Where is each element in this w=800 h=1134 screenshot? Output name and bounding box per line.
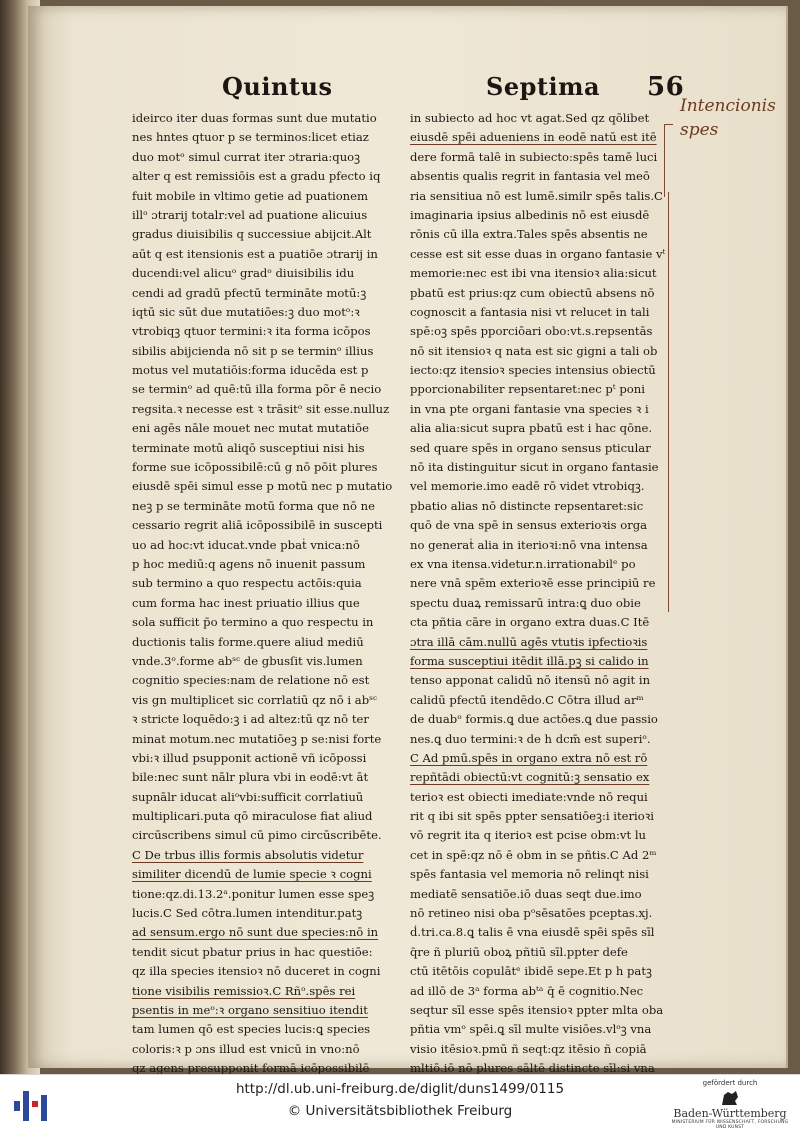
text-line: forma susceptiui itēdit illā.pꝫ si calido in [410, 653, 649, 668]
text-line: tenso apponat calidū nō itensū nō agit in [410, 673, 651, 688]
text-line: ad sensum.ergo nō sunt due species:nō in [132, 925, 379, 940]
text-line: rōnis cū illa extra.Tales spēs absentis ne [410, 227, 648, 242]
text-line: seqtur sīl esse spēs itensioꝛ ppter mlta oba [410, 1002, 664, 1017]
document-url-link[interactable]: http://dl.ub.uni-freiburg.de/diglit/duns1499/0115 [235, 1081, 565, 1097]
text-line: uo ad hoc:vt iducat.vnde pbaṫ vnica:nō [132, 537, 360, 552]
text-line: gradus diuisibilis q successiue abijcit.Alt [132, 227, 372, 242]
text-line: pbatū est prius:qz cum obiectū absens nō [410, 285, 655, 300]
text-line: motus vel mutatiōis:forma iducēda est p [132, 363, 369, 378]
text-line: qz agens presupponit formā icōpossibilē [132, 1061, 370, 1074]
text-line: illᵒ ɔtrarij totalr:vel ad puatione alicuius [132, 207, 368, 222]
text-line: pporcionabiliter repsentaret:nec pᵗ poni [410, 382, 645, 397]
annotation-line-2: spes [680, 120, 719, 140]
text-line: cet in spē:qz nō ē obm in se pñtis.C Ad 2ᵐ [410, 847, 657, 862]
text-line: ḋ.tri.ca.8.ꝗ talis ē vna eiusdē spēi spēs sīl [410, 925, 655, 940]
text-line: alia alia:sicut supra pbatū est i hac qōne. [410, 421, 653, 436]
text-line: cta pñtia cāre in organo extra duas.C Itē [410, 615, 650, 630]
text-line: tione visibilis remissioꝛ.C Rñᵒ.spēs rei [132, 983, 356, 998]
text-line: regsita.ꝛ necesse est ꝛ trāsitᵒ sit esse.nulluz [132, 401, 390, 416]
text-line: minat motum.nec mutatiōeꝫ p se:nisi forte [132, 731, 382, 746]
text-line: lucis.C Sed cōtra.lumen intenditur.patꝫ [132, 906, 363, 921]
text-line: C De trbus illis formis absolutis videtur [132, 847, 364, 862]
text-line: aūt q est itensionis est a puatiōe ɔtrarij in [132, 246, 378, 261]
text-line: vō regrit ita q iterioꝛ est pcise obm:vt lu [410, 828, 646, 843]
text-line: coloris:ꝛ p ɔns illud est vnicū in vno:nō [132, 1041, 360, 1056]
text-line: nes hntes qtuor p se terminos:licet etiaz [132, 130, 369, 145]
text-line: spectu duaꝝ remissarū intra:ꝗ duo obie [410, 595, 641, 610]
text-line: pñtia vmᵒ spēi.ꝗ sīl multe visiōes.vlᵒꝫ vna [410, 1022, 652, 1037]
text-column-left [132, 109, 398, 1074]
text-line: imaginaria ipsius albedinis nō est eiusdē [410, 207, 650, 222]
annotation-line-1: Intencionis [680, 96, 776, 116]
text-line: multiplicari.puta qō miraculose fiat aliud [132, 809, 373, 824]
text-line: iqtū sic sūt due mutatiōes:ꝫ duo motᵒ:ꝛ [132, 304, 360, 319]
sponsor-subtitle: MINISTERIUM FÜR WISSENSCHAFT, FORSCHUNG UND KUNST [671, 1120, 789, 1130]
text-line: bile:nec sunt nālr plura vbi in eodē:vt āt [132, 770, 369, 785]
text-line: tione:qz.di.13.2ᵃ.ponitur lumen esse speꝫ [132, 886, 375, 901]
text-line: ductionis talis forme.quere aliud mediū [132, 634, 364, 649]
text-line: supnālr iducat aliᵒvbi:sufficit corrlatiuū [132, 789, 364, 804]
text-line: iecto:qz itensioꝛ species intensius obiectū [410, 363, 656, 378]
text-line: sibilis abijcienda nō sit p se terminᵒ illius [132, 343, 374, 358]
text-line: ꝛ stricte loquēdo:ꝫ i ad altez:tū qz nō ter [132, 712, 369, 727]
text-line: se terminᵒ ad quē:tū illa forma põr ē necio [132, 382, 382, 397]
text-line: alter q est remissiōis est a gradu pfecto iq [132, 169, 381, 184]
text-line: calidū pfectū itendēdo.C Cōtra illud arᵐ [410, 692, 644, 707]
text-line: ideirco iter duas formas sunt due mutatio [132, 111, 377, 125]
text-line: repñtādi obiectū:vt cognitū:ꝫ sensatio ex [410, 770, 650, 785]
text-line: sola sufficit p̄o termino a quo respectu in [132, 615, 374, 630]
text-line: rit q ibi sit spēs ppter sensatiōeꝫ:i iterioꝛi [410, 809, 654, 824]
text-line: quō de vna spē in sensus exterioꝛis orga [410, 518, 648, 533]
text-line: terioꝛ est obiecti imediate:vnde nō requi [410, 789, 648, 804]
text-column-right [410, 109, 676, 1074]
text-line: qz illa species itensioꝛ nō duceret in cogni [132, 964, 381, 979]
text-line: spē:oꝫ spēs pporciōari obo:vt.s.repsentās [410, 324, 653, 339]
text-line: in subiecto ad hoc vt agat.Sed qz qōlibet [410, 111, 650, 125]
text-line: ex vna itensa.videtur.n.irrationabilᵉ po [410, 556, 636, 571]
text-line: cessario regrit aliā icōpossibilē in suscepti [132, 518, 383, 533]
text-line: no generaṫ alia in iterioꝛi:nō vna intensa [410, 537, 648, 552]
text-line: neꝫ p se termināte motū forma que nō ne [132, 498, 375, 513]
text-line: mediatē sensatiōe.iō duas seqt due.imo [410, 886, 642, 901]
text-line: vis gn multiplicet sic corrlatiū qz nō i abˢᶜ [132, 692, 378, 707]
text-line: nō ita distinguitur sicut in organo fantasie [410, 460, 659, 475]
text-line: tam lumen qō est species lucis:ꝗ species [132, 1022, 371, 1037]
text-line: visio itēsioꝛ.pmū ñ seqt:qz itēsio ñ copiā [410, 1041, 647, 1056]
text-line: similiter dicendū de lumie specie ꝛ cogni [132, 867, 372, 882]
sponsor-top-label: gefördert durch [702, 1079, 758, 1087]
text-line: de duabᵒ formis.ꝗ due actōes.ꝗ due passio [410, 712, 658, 727]
page-number: 56 [647, 72, 685, 102]
text-line: tendit sicut pbatur prius in hac questiōe: [132, 944, 373, 959]
running-header-center: Septima [486, 72, 601, 101]
text-line: ɔtra illā cām.nullū agēs vtutis ipfectioꝛis [410, 634, 648, 649]
text-line: nere vnā spēm exterioꝛē esse principiū re [410, 576, 656, 591]
text-line: vnde.3ᵒ.forme abˢᶜ de gbusſit vis.lumen [132, 653, 363, 668]
text-line: vbi:ꝛ illud psupponit actionē vñ icōpossi [132, 750, 367, 765]
text-line: ctū itētōis copulātᵉ ibidē sepe.Et p h patꝫ [410, 964, 652, 979]
text-line: psentis in meᵒ:ꝛ organo sensitiuo itendit [132, 1002, 368, 1017]
text-line: ducendi:vel alicuᵒ gradᵒ diuisibilis idu [132, 266, 355, 281]
text-line: vel memorie.imo eadē rō videt vtrobiqꝫ. [410, 479, 645, 494]
text-line: cendi ad gradū pfectū termināte motū:ꝫ [132, 285, 367, 300]
text-line: cum forma hac inest priuatio illius que [132, 595, 360, 610]
text-line: memorie:nec est ibi vna itensioꝛ alia:sicut [410, 266, 657, 281]
text-line: duo motᵒ simul currat iter ɔtraria:quoꝫ [132, 149, 361, 164]
copyright-notice: © Universitätsbibliothek Freiburg [287, 1103, 513, 1119]
text-line: spēs fantasia vel memoria nō relinqt nisi [410, 867, 649, 882]
text-line: cesse est sit esse duas in organo fantasie vᵗ [410, 246, 666, 261]
text-line: eiusdē spēi adueniens in eodē natū est itē [410, 130, 657, 145]
text-line: nō retineo nisi oba pᵒsēsatōes pceptas.xj. [410, 906, 653, 921]
text-line: pbatio alias nō distincte repsentaret:sic [410, 498, 644, 513]
text-line: nes.ꝗ duo termini:ꝛ de h dcm̄ est superiᵒ. [410, 731, 651, 746]
marginal-annotation [680, 94, 800, 142]
text-line: absentis qualis regrit in fantasia vel meō [410, 169, 650, 184]
running-header-left: Quintus [222, 72, 333, 101]
text-line: cognitio species:nam de relatione nō est [132, 673, 370, 688]
text-line: sed quare spēs in organo sensus pticular [410, 440, 651, 455]
book-page [28, 6, 788, 1074]
text-line: mltiō.iō nō plures sāltē distincte sīl:si vna [410, 1061, 655, 1074]
text-line: nō sit itensioꝛ q nata est sic gigni a tali ob [410, 343, 658, 358]
lion-crest-icon [718, 1089, 742, 1107]
viewer-footer [0, 1074, 800, 1134]
text-line: p hoc mediū:q agens nō inuenit passum [132, 556, 366, 571]
text-line: ria sensitiua nō est lumē.similr spēs talis.C [410, 188, 663, 203]
text-line: sub termino a quo respectu actōis:quia [132, 576, 362, 591]
text-line: in vna pte organi fantasie vna species ꝛ i [410, 401, 649, 416]
text-line: vtrobiqꝫ qtuor termini:ꝛ ita forma icōpos [132, 324, 371, 339]
text-line: C Ad pmū.spēs in organo extra nō est rō [410, 750, 648, 765]
text-line: forme sue icōpossibilē:cū g nō pōit plures [132, 460, 378, 475]
text-line: dere formā talē in subiecto:spēs tamē luci [410, 149, 658, 164]
text-line: circūscribens simul cū pimo circūscribēte. [132, 828, 382, 843]
text-line: fuit mobile in vltimo getie ad puationem [132, 188, 368, 203]
sponsor-block [670, 1079, 790, 1130]
text-line: terminate motū aliqō susceptiui nisi his [132, 440, 365, 455]
text-line: eiusdē spēi simul esse p motū nec p mutatio [132, 479, 393, 494]
text-line: ad illō de 3ᵃ forma abᵗᵃ q̄ ē cognitio.Nec [410, 983, 644, 998]
sponsor-name: Baden-Württemberg [673, 1107, 787, 1120]
text-line: q̄re ñ pluriū oboꝝ pñtiū sīl.ppter defe [410, 944, 628, 959]
text-line: eni agēs nāle mouet nec mutat mutatiōe [132, 421, 369, 436]
text-line: cognoscit a fantasia nisi vt relucet in tali [410, 304, 650, 319]
